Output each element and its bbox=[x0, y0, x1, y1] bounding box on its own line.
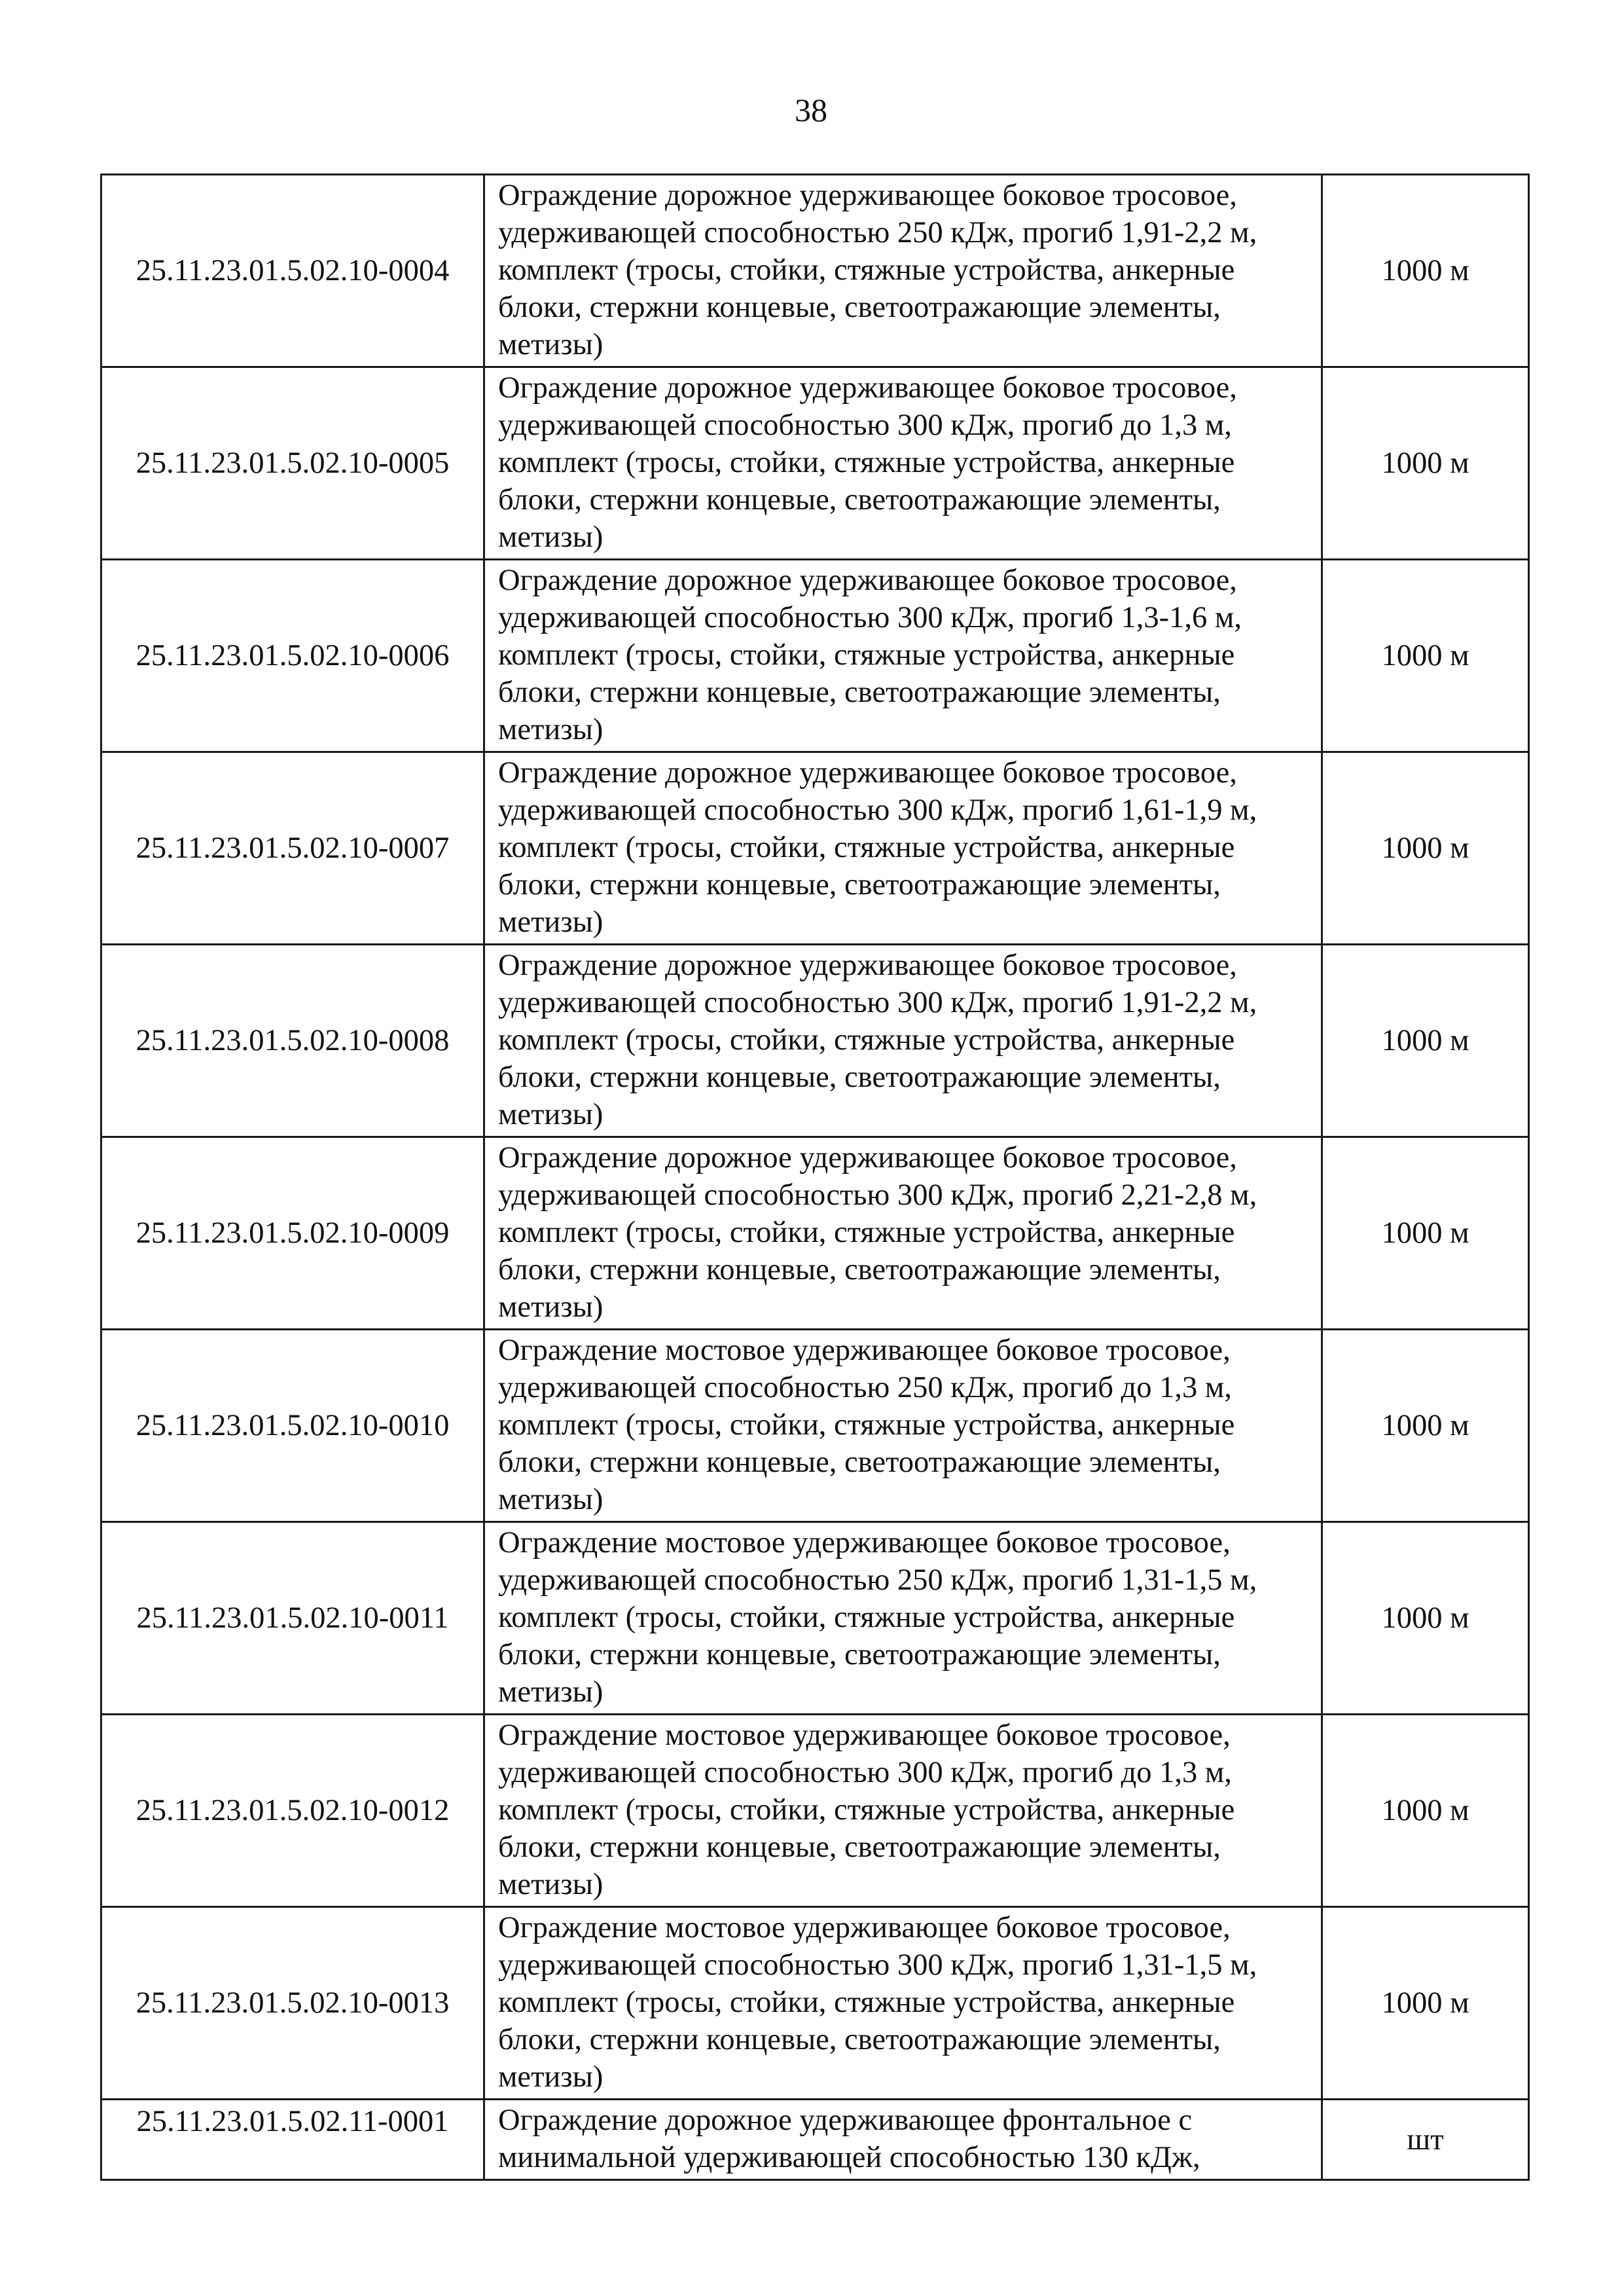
unit-cell: 1000 м bbox=[1322, 1715, 1529, 1907]
resource-description-cell: Ограждение дорожное удерживающее боковое тросовое, удерживающей способностью 300 кДж, прогиб 1,91-2,2 м, комплект (тросы, стойки, стяжные устройства, анкерные блоки, стержни концевые, светоотражающие элементы, метизы) bbox=[484, 945, 1322, 1137]
unit-cell: 1000 м bbox=[1322, 175, 1529, 367]
resource-code-cell: 25.11.23.01.5.02.10-0005 bbox=[101, 367, 484, 560]
resource-code-cell: 25.11.23.01.5.02.10-0008 bbox=[101, 945, 484, 1137]
unit-cell: 1000 м bbox=[1322, 1330, 1529, 1522]
unit-cell: 1000 м bbox=[1322, 945, 1529, 1137]
resource-code-cell: 25.11.23.01.5.02.10-0010 bbox=[101, 1330, 484, 1522]
table-row bbox=[101, 1522, 1529, 1715]
resource-description-cell: Ограждение мостовое удерживающее боковое тросовое, удерживающей способностью 300 кДж, прогиб 1,31-1,5 м, комплект (тросы, стойки, стяжные устройства, анкерные блоки, стержни концевые, светоотражающие элементы, метизы) bbox=[484, 1907, 1322, 2100]
unit-cell: 1000 м bbox=[1322, 367, 1529, 560]
table-row bbox=[101, 560, 1529, 752]
unit-cell: 1000 м bbox=[1322, 560, 1529, 752]
unit-cell: 1000 м bbox=[1322, 1522, 1529, 1715]
resource-code-cell: 25.11.23.01.5.02.10-0009 bbox=[101, 1137, 484, 1330]
resource-code-cell: 25.11.23.01.5.02.10-0012 bbox=[101, 1715, 484, 1907]
table-row bbox=[101, 1907, 1529, 2100]
table-row bbox=[101, 752, 1529, 945]
resource-code-cell: 25.11.23.01.5.02.10-0013 bbox=[101, 1907, 484, 2100]
materials-table bbox=[100, 173, 1530, 2181]
resource-description-cell: Ограждение мостовое удерживающее боковое тросовое, удерживающей способностью 250 кДж, прогиб 1,31-1,5 м, комплект (тросы, стойки, стяжные устройства, анкерные блоки, стержни концевые, светоотражающие элементы, метизы) bbox=[484, 1522, 1322, 1715]
resource-description-cell: Ограждение мостовое удерживающее боковое тросовое, удерживающей способностью 300 кДж, прогиб до 1,3 м, комплект (тросы, стойки, стяжные устройства, анкерные блоки, стержни концевые, светоотражающие элементы, метизы) bbox=[484, 1715, 1322, 1907]
table-row bbox=[101, 945, 1529, 1137]
resource-code-cell: 25.11.23.01.5.02.10-0007 bbox=[101, 752, 484, 945]
resource-description-cell: Ограждение дорожное удерживающее боковое тросовое, удерживающей способностью 250 кДж, прогиб 1,91-2,2 м, комплект (тросы, стойки, стяжные устройства, анкерные блоки, стержни концевые, светоотражающие элементы, метизы) bbox=[484, 175, 1322, 367]
page-number: 38 bbox=[795, 92, 827, 128]
resource-description-cell: Ограждение дорожное удерживающее боковое тросовое, удерживающей способностью 300 кДж, прогиб до 1,3 м, комплект (тросы, стойки, стяжные устройства, анкерные блоки, стержни концевые, светоотражающие элементы, метизы) bbox=[484, 367, 1322, 560]
resource-description-cell: Ограждение дорожное удерживающее фронтальное с минимальной удерживающей способностью 130 кДж, bbox=[484, 2100, 1322, 2180]
unit-cell: 1000 м bbox=[1322, 752, 1529, 945]
table-row bbox=[101, 1715, 1529, 1907]
resource-description-cell: Ограждение дорожное удерживающее боковое тросовое, удерживающей способностью 300 кДж, прогиб 1,3-1,6 м, комплект (тросы, стойки, стяжные устройства, анкерные блоки, стержни концевые, светоотражающие элементы, метизы) bbox=[484, 560, 1322, 752]
resource-code-cell: 25.11.23.01.5.02.11-0001 bbox=[101, 2100, 484, 2180]
resource-code-cell: 25.11.23.01.5.02.10-0004 bbox=[101, 175, 484, 367]
table-row bbox=[101, 1330, 1529, 1522]
table-row bbox=[101, 175, 1529, 367]
unit-cell: шт bbox=[1322, 2100, 1529, 2180]
resource-code-cell: 25.11.23.01.5.02.10-0011 bbox=[101, 1522, 484, 1715]
resource-description-cell: Ограждение дорожное удерживающее боковое тросовое, удерживающей способностью 300 кДж, прогиб 2,21-2,8 м, комплект (тросы, стойки, стяжные устройства, анкерные блоки, стержни концевые, светоотражающие элементы, метизы) bbox=[484, 1137, 1322, 1330]
table-row bbox=[101, 1137, 1529, 1330]
table-row bbox=[101, 367, 1529, 560]
unit-cell: 1000 м bbox=[1322, 1907, 1529, 2100]
resource-description-cell: Ограждение мостовое удерживающее боковое тросовое, удерживающей способностью 250 кДж, прогиб до 1,3 м, комплект (тросы, стойки, стяжные устройства, анкерные блоки, стержни концевые, светоотражающие элементы, метизы) bbox=[484, 1330, 1322, 1522]
resource-description-cell: Ограждение дорожное удерживающее боковое тросовое, удерживающей способностью 300 кДж, прогиб 1,61-1,9 м, комплект (тросы, стойки, стяжные устройства, анкерные блоки, стержни концевые, светоотражающие элементы, метизы) bbox=[484, 752, 1322, 945]
resource-code-cell: 25.11.23.01.5.02.10-0006 bbox=[101, 560, 484, 752]
unit-cell: 1000 м bbox=[1322, 1137, 1529, 1330]
table-row bbox=[101, 2100, 1529, 2180]
